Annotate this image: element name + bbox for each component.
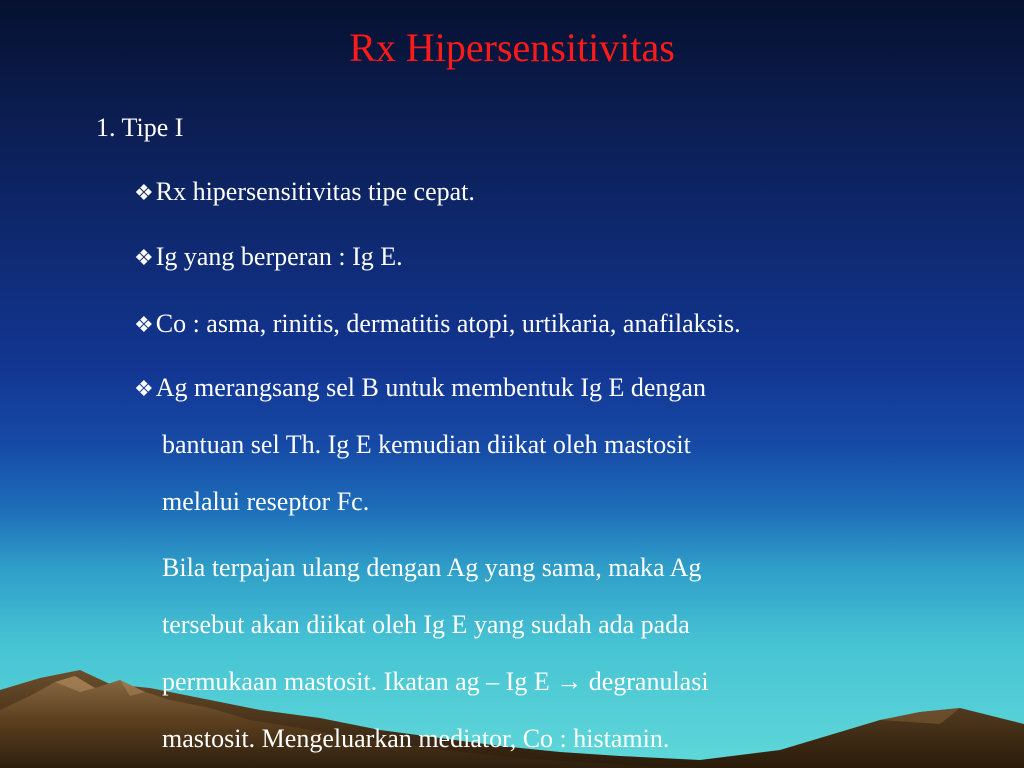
bullet-item: ❖Ig yang berperan : Ig E. [134, 242, 403, 271]
diamond-four-point-icon: ❖ [134, 312, 154, 337]
diamond-four-point-icon: ❖ [134, 376, 154, 401]
paragraph-line: Bila terpajan ulang dengan Ag yang sama, maka Ag [162, 553, 702, 582]
bullet-item: ❖Co : asma, rinitis, dermatitis atopi, urtikaria, anafilaksis. [134, 309, 741, 338]
bullet-continuation: bantuan sel Th. Ig E kemudian diikat oleh mastosit [162, 430, 691, 459]
paragraph-line: permukaan mastosit. Ikatan ag – Ig E → degranulasi [162, 667, 709, 696]
bullet-continuation: melalui reseptor Fc. [162, 487, 370, 516]
bullet-item: ❖Rx hipersensitivitas tipe cepat. [134, 177, 475, 206]
section-heading: 1. Tipe I [96, 113, 184, 142]
diamond-four-point-icon: ❖ [134, 180, 154, 205]
diamond-four-point-icon: ❖ [134, 245, 154, 270]
paragraph-line: tersebut akan diikat oleh Ig E yang sudah ada pada [162, 610, 690, 639]
slide-title: Rx Hipersensitivitas [349, 25, 675, 70]
paragraph-line: mastosit. Mengeluarkan mediator, Co : histamin. [162, 724, 670, 753]
bullet-item: ❖Ag merangsang sel B untuk membentuk Ig E dengan [134, 373, 706, 402]
